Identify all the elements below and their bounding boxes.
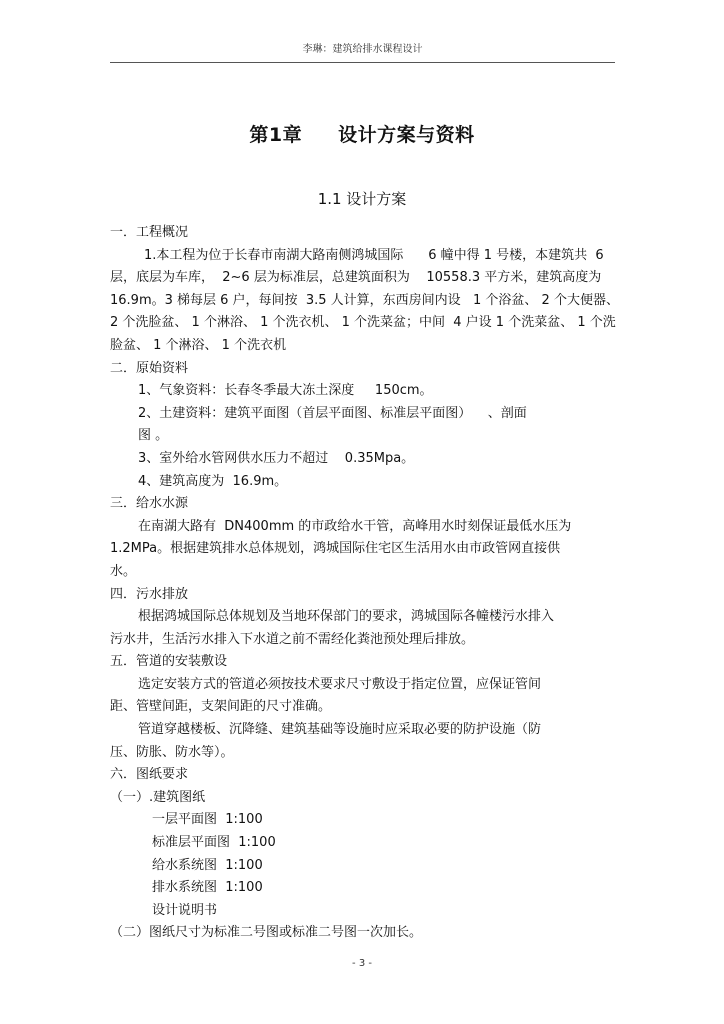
text-line: 二．原始资料 — [110, 360, 189, 376]
text-line: 压、防胀、防水等）。 — [110, 744, 234, 760]
text-line: 2、土建资料：建筑平面图（首层平面图、标准层平面图） 、剖面 — [138, 405, 527, 421]
text-line: 给水系统图 1:100 — [152, 857, 263, 873]
text-line: （一）.建筑图纸 — [110, 789, 206, 805]
chapter-title: 设计方案与资料 — [338, 124, 475, 146]
text-line: 图 。 — [138, 428, 169, 444]
text-line: 污水井，生活污水排入下水道之前不需经化粪池预处理后排放。 — [110, 631, 475, 647]
chapter-number: 第1章 — [249, 124, 303, 146]
page-header: 李琳：建筑给排水课程设计 — [302, 44, 423, 55]
text-line: 水。 — [110, 563, 137, 579]
chapter-heading — [0, 120, 724, 147]
text-line: 管道穿越楼板、沉降缝、建筑基础等设施时应采取必要的防护设施（防 — [138, 722, 542, 738]
text-line: 根据鸿城国际总体规划及当地环保部门的要求，鸿城国际各幢楼污水排入 — [138, 609, 555, 625]
text-line: 2 个洗脸盆、 1 个淋浴、 1 个洗衣机、 1 个洗菜盆；中间 4 户设 1 个洗菜盆、 1 个洗 — [110, 315, 616, 331]
text-line: 五．管道的安装敷设 — [110, 654, 228, 670]
text-line: 四．污水排放 — [110, 586, 189, 602]
text-line: 一层平面图 1:100 — [152, 812, 263, 828]
text-line: 16.9m。3 梯每层 6 户，每间按 3.5 人计算，东西房间内设 1 个浴盆、 2 个大便器、 — [110, 292, 619, 308]
text-line: 1.2MPa。根据建筑排水总体规划，鸿城国际住宅区生活用水由市政管网直接供 — [110, 541, 561, 557]
text-line: 4、建筑高度为 16.9m。 — [138, 473, 288, 489]
text-line: 三．给水水源 — [110, 496, 189, 512]
text-line: 脸盆、 1 个淋浴、 1 个洗衣机 — [110, 337, 287, 353]
text-line: 排水系统图 1:100 — [152, 880, 263, 896]
text-line: 一．工程概况 — [110, 225, 189, 240]
text-line: 层，底层为车库， 2~6 层为标准层，总建筑面积为 10558.3 平方米，建筑高度为 — [110, 270, 602, 286]
page-number: - 3 - — [352, 958, 372, 969]
text-line: 在南湖大路有 DN400mm 的市政给水干管，高峰用水时刻保证最低水压为 — [138, 518, 572, 534]
text-line: 3、室外给水管网供水压力不超过 0.35Mpa。 — [138, 450, 415, 466]
text-line: 六．图纸要求 — [110, 767, 189, 783]
text-line: 设计说明书 — [152, 902, 218, 918]
text-line: 1、气象资料：长春冬季最大冻土深度 150cm。 — [138, 383, 433, 399]
header-rule — [110, 62, 615, 63]
text-line: 选定安装方式的管道必须按技术要求尺寸敷设于指定位置，应保证管间 — [138, 676, 542, 692]
section-heading: 1.1 设计方案 — [317, 190, 407, 208]
text-line: （二）图纸尺寸为标准二号图或标准二号图一次加长。 — [110, 925, 423, 941]
body-text — [110, 222, 630, 945]
text-line: 距、管壁间距，支架间距的尺寸准确。 — [110, 699, 332, 715]
text-line: 1.本工程为位于长春市南湖大路南侧鸿城国际 6 幢中得 1 号楼，本建筑共 6 — [144, 247, 604, 263]
text-line: 标准层平面图 1:100 — [152, 835, 276, 851]
